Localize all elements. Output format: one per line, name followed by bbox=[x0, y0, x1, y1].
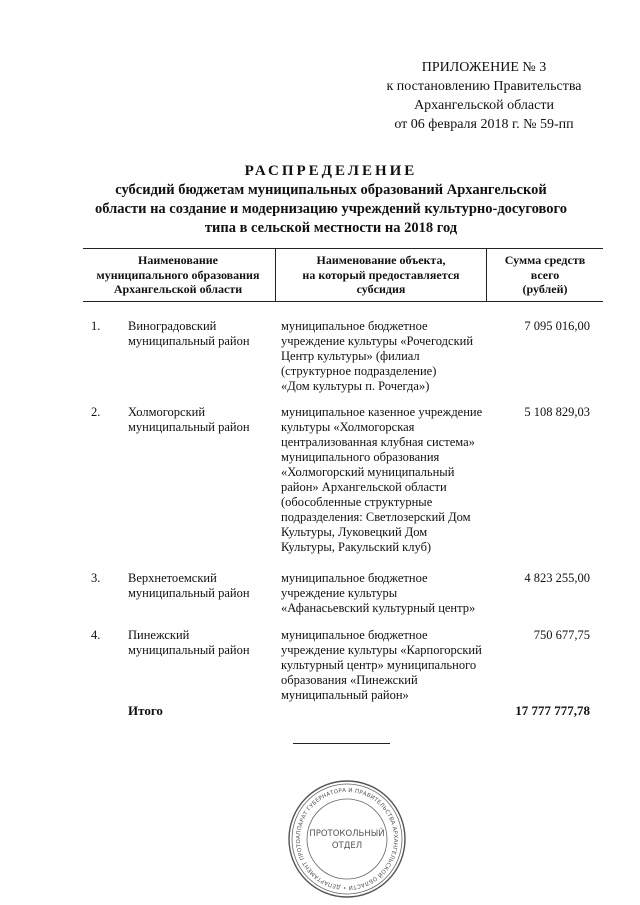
title-heading: РАСПРЕДЕЛЕНИЕ bbox=[244, 163, 418, 179]
row-object: муниципальное бюджетное учреждение культуры «Карпогорский культурный центр» муниципального образования «Пинежский муниципальный район» bbox=[281, 628, 482, 702]
stamp-center-line: ПРОТОКОЛЬНЫЙ bbox=[309, 829, 385, 839]
document-title bbox=[60, 162, 602, 238]
total-sum: 17 777 777,78 bbox=[515, 703, 590, 718]
appendix-line: от 06 февраля 2018 г. № 59-пп bbox=[394, 117, 574, 132]
row-sum: 5 108 829,03 bbox=[524, 405, 590, 419]
header-object: Наименование объекта, на который предоставляется субсидия bbox=[275, 249, 487, 301]
divider-line bbox=[293, 743, 390, 744]
title-line: области на создание и модернизацию учреждений культурно-досугового bbox=[95, 201, 567, 217]
header-sum: Сумма средств всего (рублей) bbox=[504, 253, 586, 297]
appendix-line: Архангельской области bbox=[414, 98, 554, 113]
row-number: 2. bbox=[91, 405, 101, 419]
appendix-line: к постановлению Правительства bbox=[386, 79, 582, 94]
stamp-seal-icon bbox=[286, 778, 408, 900]
row-object: муниципальное казенное учреждение культуры «Холмогорская централизованная клубная система» муниципального образования «Холмогорский муниципальный район» Архангельской области (обособленные структурные подразделения: Светлозерский Дом Культуры, Луковецкий Дом Культуры, Ракульский клуб) bbox=[281, 405, 483, 554]
stamp-center-line: ОТДЕЛ bbox=[331, 841, 363, 851]
official-stamp bbox=[286, 778, 408, 905]
row-sum: 4 823 255,00 bbox=[524, 571, 590, 585]
row-sum: 7 095 016,00 bbox=[524, 319, 590, 333]
row-municipality: Холмогорский муниципальный район bbox=[128, 405, 250, 434]
row-number: 3. bbox=[91, 571, 101, 585]
row-municipality: Виноградовский муниципальный район bbox=[128, 319, 250, 348]
stamp-ring-text: АППАРАТ ГУБЕРНАТОРА И ПРАВИТЕЛЬСТВА АРХАНГЕЛЬСКОЙ ОБЛАСТИ • ДЕПАРТАМЕНТ ПРОТО bbox=[295, 787, 399, 891]
row-municipality: Пинежский муниципальный район bbox=[128, 628, 250, 657]
appendix-block bbox=[380, 58, 588, 134]
total-label: Итого bbox=[128, 703, 163, 718]
title-line: типа в сельской местности на 2018 год bbox=[204, 220, 458, 236]
table-header bbox=[83, 248, 603, 302]
header-municipality: Наименование муниципального образования Архангельской области bbox=[96, 253, 260, 297]
title-line: субсидий бюджетам муниципальных образований Архангельской bbox=[115, 182, 547, 198]
row-number: 4. bbox=[91, 628, 101, 642]
row-object: муниципальное бюджетное учреждение культуры «Рочегодский Центр культуры» (филиал (структурное подразделение) «Дом культуры п. Рочегда») bbox=[281, 319, 474, 393]
appendix-line: ПРИЛОЖЕНИЕ № 3 bbox=[421, 60, 547, 75]
row-object: муниципальное бюджетное учреждение культуры «Афанасьевский культурный центр» bbox=[281, 571, 476, 615]
row-sum: 750 677,75 bbox=[533, 628, 590, 642]
row-number: 1. bbox=[91, 319, 101, 333]
row-municipality: Верхнетоемский муниципальный район bbox=[128, 571, 250, 600]
